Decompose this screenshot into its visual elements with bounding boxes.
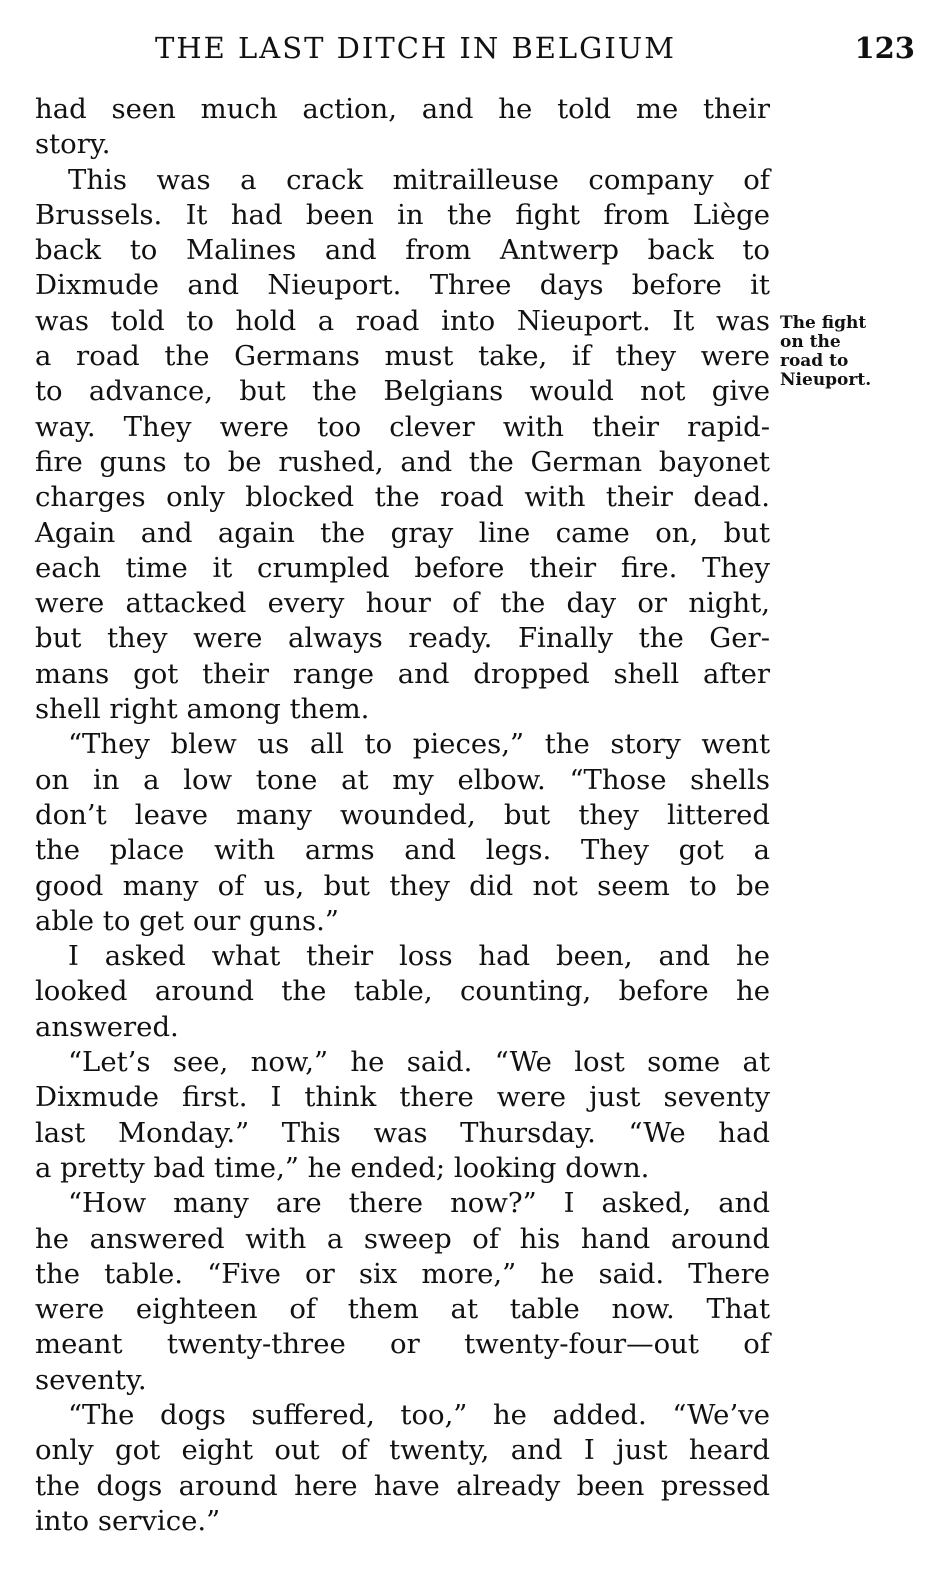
- text-line: way. They were too clever with their rapid-: [35, 410, 770, 443]
- text-line: into service.”: [35, 1504, 221, 1537]
- text-line: meant twenty-three or twenty-four—out of: [35, 1328, 770, 1361]
- text-line: the dogs around here have already been pressed: [35, 1469, 770, 1502]
- margin-note-line: road to: [780, 351, 849, 371]
- text-line: Dixmude and Nieuport. Three days before it: [35, 269, 770, 302]
- margin-note: [780, 314, 910, 390]
- text-line: good many of us, but they did not seem to be: [35, 869, 770, 902]
- margin-note-line: Nieuport.: [780, 370, 872, 390]
- text-line: he answered with a sweep of his hand around: [35, 1222, 770, 1255]
- text-line: but they were always ready. Finally the Ger-: [35, 622, 770, 655]
- text-line: last Monday.” This was Thursday. “We had: [35, 1116, 770, 1149]
- text-line: charges only blocked the road with their dead.: [35, 481, 770, 514]
- text-line: back to Malines and from Antwerp back to: [35, 234, 770, 267]
- text-line: Dixmude first. I think there were just seventy: [35, 1081, 770, 1114]
- text-line: had seen much action, and he told me their: [35, 93, 770, 125]
- text-line: “Let’s see, now,” he said. “We lost some at: [68, 1046, 770, 1079]
- text-line: looked around the table, counting, before he: [35, 975, 770, 1008]
- text-line: story.: [35, 128, 111, 161]
- running-head: [35, 28, 915, 68]
- text-line: seventy.: [35, 1363, 147, 1396]
- page-number: 123: [854, 31, 915, 65]
- body-text: [35, 92, 770, 1539]
- text-line: was told to hold a road into Nieuport. It was: [35, 304, 770, 337]
- text-line: Again and again the gray line came on, but: [35, 516, 770, 549]
- text-line: I asked what their loss had been, and he: [68, 940, 770, 973]
- text-line: able to get our guns.”: [35, 904, 339, 937]
- text-line: “The dogs suffered, too,” he added. “We’ve: [68, 1398, 770, 1431]
- text-line: the place with arms and legs. They got a: [35, 834, 770, 867]
- text-line: were eighteen of them at table now. That: [35, 1293, 770, 1326]
- running-head-title: THE LAST DITCH IN BELGIUM: [155, 31, 676, 65]
- text-line: Brussels. It had been in the fight from Liège: [35, 198, 770, 231]
- text-line: a road the Germans must take, if they were: [35, 340, 770, 373]
- text-line: answered.: [35, 1010, 179, 1043]
- margin-note-line: on the: [780, 332, 841, 352]
- text-line: only got eight out of twenty, and I just heard: [35, 1434, 770, 1467]
- text-line: each time it crumpled before their fire. They: [35, 551, 770, 584]
- text-line: were attacked every hour of the day or night,: [35, 587, 770, 620]
- text-line: a pretty bad time,” he ended; looking down.: [35, 1151, 650, 1184]
- margin-note-line: The fight: [780, 313, 867, 333]
- text-line: don’t leave many wounded, but they littered: [35, 798, 770, 831]
- text-line: “How many are there now?” I asked, and: [68, 1187, 770, 1220]
- text-line: mans got their range and dropped shell after: [35, 657, 770, 690]
- text-line: to advance, but the Belgians would not give: [35, 375, 770, 408]
- text-line: “They blew us all to pieces,” the story went: [68, 728, 770, 761]
- text-line: on in a low tone at my elbow. “Those shells: [35, 763, 770, 796]
- text-line: shell right among them.: [35, 693, 370, 726]
- text-line: fire guns to be rushed, and the German bayonet: [35, 445, 770, 478]
- text-line: This was a crack mitrailleuse company of: [68, 163, 770, 196]
- text-line: the table. “Five or six more,” he said. There: [35, 1257, 770, 1290]
